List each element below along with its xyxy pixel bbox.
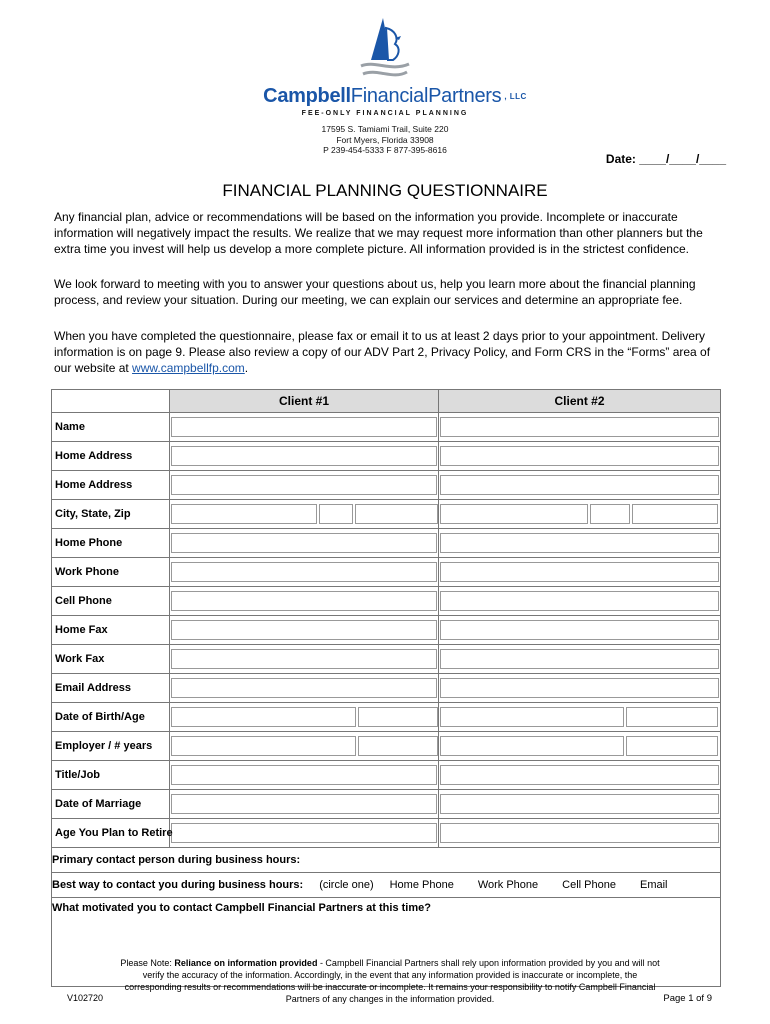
client2-years-input[interactable]	[626, 736, 718, 756]
client1-name-input[interactable]	[171, 417, 437, 437]
client1-title-input[interactable]	[171, 765, 437, 785]
client2-header: Client #2	[439, 390, 721, 413]
email-label: Email Address	[52, 674, 170, 703]
client2-title-input[interactable]	[440, 765, 719, 785]
client2-dob-input[interactable]	[440, 707, 624, 727]
client1-city-input[interactable]	[171, 504, 317, 524]
client2-state-input[interactable]	[590, 504, 630, 524]
client1-age-input[interactable]	[358, 707, 438, 727]
client2-email-input[interactable]	[440, 678, 719, 698]
header-blank	[52, 390, 170, 413]
client2-zip-input[interactable]	[632, 504, 718, 524]
date-field[interactable]: Date: ____/____/____	[605, 152, 726, 166]
client1-email-input[interactable]	[171, 678, 437, 698]
tagline: FEE-ONLY FINANCIAL PLANNING	[301, 110, 469, 117]
intro-paragraph-1: Any financial plan, advice or recommendations will be based on the information you provide. Incomplete or inaccurate information will negatively impact the results. We realize that we may request more information than other planners but the extra time you invest will help us develop a more complete picture. All information provided is in the strictest confidence.	[54, 210, 703, 256]
client2-employer-input[interactable]	[440, 736, 624, 756]
brand-name: CampbellFinancialPartners , LLC	[263, 85, 527, 107]
work-fax-label: Work Fax	[52, 645, 170, 674]
city-state-zip-label: City, State, Zip	[52, 500, 170, 529]
client1-dob-input[interactable]	[171, 707, 356, 727]
page-title: FINANCIAL PLANNING QUESTIONNAIRE	[222, 181, 548, 200]
primary-contact-field[interactable]: Primary contact person during business hours:	[52, 848, 721, 873]
home-address-2-label: Home Address	[52, 471, 170, 500]
client2-cell-phone-input[interactable]	[440, 591, 719, 611]
client1-address2-input[interactable]	[171, 475, 437, 495]
client2-marriage-date-input[interactable]	[440, 794, 719, 814]
page-number: Page 1 of 9	[663, 993, 712, 1004]
client-info-table	[51, 389, 721, 987]
client2-age-input[interactable]	[626, 707, 718, 727]
option-home-phone[interactable]: Home Phone	[389, 879, 454, 891]
client2-work-fax-input[interactable]	[440, 649, 719, 669]
circle-one-hint: (circle one)	[319, 879, 374, 891]
client2-name-input[interactable]	[440, 417, 719, 437]
client1-address1-input[interactable]	[171, 446, 437, 466]
client2-work-phone-input[interactable]	[440, 562, 719, 582]
client1-header: Client #1	[170, 390, 439, 413]
intro-paragraph-3: When you have completed the questionnaire, please fax or email it to us at least 2 days prior to your appointment. Delivery information is on page 9. Please also review a copy of our ADV Part 2, Privacy Policy, and Form CRS in the “Forms” area of our website at www.campbellfp.com.	[54, 329, 711, 375]
motivation-field[interactable]: What motivated you to contact Campbell Financial Partners at this time?	[52, 898, 721, 987]
employer-label: Employer / # years	[52, 732, 170, 761]
client2-home-phone-input[interactable]	[440, 533, 719, 553]
option-cell-phone[interactable]: Cell Phone	[562, 879, 616, 891]
best-way-label: Best way to contact you during business hours:	[52, 879, 304, 891]
home-address-label: Home Address	[52, 442, 170, 471]
client1-years-input[interactable]	[358, 736, 438, 756]
name-label: Name	[52, 413, 170, 442]
intro-paragraph-2: We look forward to meeting with you to answer your questions about us, help you learn more about the financial planning process, and review your situation. During our meeting, we can explain our services and determine an appropriate fee.	[54, 277, 696, 307]
date-of-marriage-label: Date of Marriage	[52, 790, 170, 819]
client1-home-fax-input[interactable]	[171, 620, 437, 640]
firm-address: 17595 S. Tamiami Trail, Suite 220 Fort Myers, Florida 33908 P 239-454-5333 F 877-395-8616	[321, 124, 449, 155]
client2-address1-input[interactable]	[440, 446, 719, 466]
home-phone-label: Home Phone	[52, 529, 170, 558]
option-work-phone[interactable]: Work Phone	[477, 879, 539, 891]
retire-age-label: Age You Plan to Retire	[52, 819, 170, 848]
client1-zip-input[interactable]	[355, 504, 438, 524]
client1-employer-input[interactable]	[171, 736, 356, 756]
work-phone-label: Work Phone	[52, 558, 170, 587]
website-link[interactable]: www.campbellfp.com	[132, 361, 245, 375]
reliance-note: Please Note: Reliance on information provided - Campbell Financial Partners shall rely upon information provided by you and will not verify the accuracy of the information. Accordingly, in the event that any information provided is inaccurate or incomplete, the corresponding results or recommendations will be inaccurate or incomplete. It remains your responsibility to notify Campbell Financial Partners of any changes in the information provided.	[120, 958, 660, 1004]
client1-marriage-date-input[interactable]	[171, 794, 437, 814]
cell-phone-label: Cell Phone	[52, 587, 170, 616]
client2-home-fax-input[interactable]	[440, 620, 719, 640]
best-way-contact-row	[52, 873, 721, 898]
client1-work-phone-input[interactable]	[171, 562, 437, 582]
client1-home-phone-input[interactable]	[171, 533, 437, 553]
client2-address2-input[interactable]	[440, 475, 719, 495]
client2-retire-age-input[interactable]	[440, 823, 719, 843]
client2-city-input[interactable]	[440, 504, 588, 524]
version-code: V102720	[67, 993, 104, 1003]
title-job-label: Title/Job	[52, 761, 170, 790]
dob-age-label: Date of Birth/Age	[52, 703, 170, 732]
client1-work-fax-input[interactable]	[171, 649, 437, 669]
client1-state-input[interactable]	[319, 504, 353, 524]
sailboat-logo-icon	[355, 16, 415, 82]
client1-cell-phone-input[interactable]	[171, 591, 437, 611]
home-fax-label: Home Fax	[52, 616, 170, 645]
option-email[interactable]: Email	[639, 879, 668, 891]
client1-retire-age-input[interactable]	[171, 823, 437, 843]
